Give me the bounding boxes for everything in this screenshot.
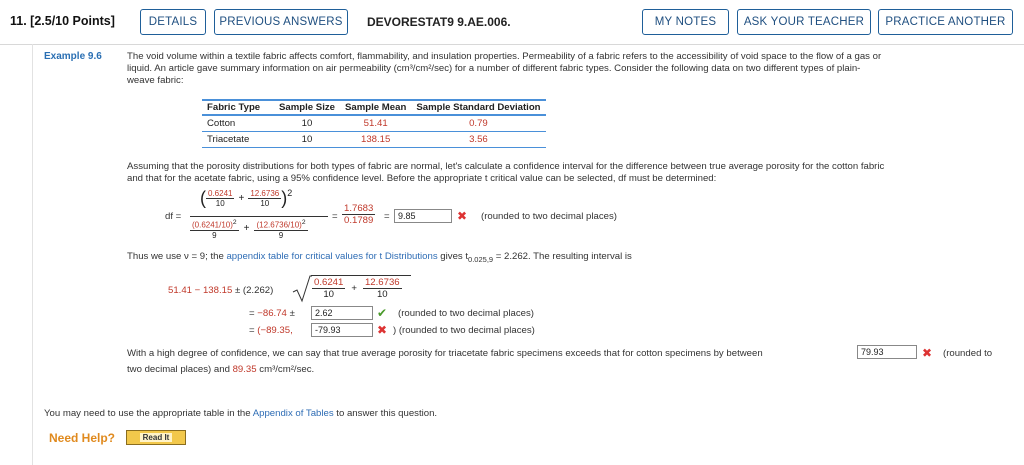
denominator: 10 (376, 289, 388, 300)
t-critical: (2.262) (242, 285, 274, 296)
numerator: 12.6736 (364, 277, 400, 288)
appendix-link[interactable]: Appendix of Tables (252, 408, 334, 419)
table-cell: Cotton (202, 115, 274, 132)
equals-sign: = (384, 211, 390, 222)
numerator (190, 219, 239, 231)
rounding-note: (rounded to two decimal places) (398, 308, 534, 319)
intro-line: The void volume within a textile fabric affects comfort, flammability, and insulation properties. Permeability of a fabric refers to the accessibility of void space to the flow of a gas or (127, 51, 882, 62)
column-header: Fabric Type (202, 100, 274, 115)
conclusion-units: cm³/cm²/sec. (256, 364, 315, 375)
conclusion-answer-input[interactable]: 79.93 (857, 345, 917, 359)
thus-suffix: gives t (437, 251, 469, 262)
numerator: 12.6736 (250, 189, 280, 198)
rounding-note: ) (rounded to two decimal places) (393, 325, 535, 336)
plus-minus: ± (234, 285, 241, 296)
correct-check-icon: ✔ (377, 306, 388, 320)
interval-line-1 (249, 308, 295, 319)
my-notes-button[interactable]: MY NOTES (642, 9, 729, 35)
course-code: DEVORESTAT9 9.AE.006. (367, 15, 511, 29)
interval-line-2 (249, 325, 293, 336)
exponent: 2 (301, 219, 306, 226)
table-cell: 3.56 (411, 132, 545, 148)
thus-result: = 2.262. The resulting interval is (493, 251, 632, 262)
conclusion-prefix: two decimal places) and (127, 364, 233, 375)
fraction (342, 203, 375, 226)
numerator: 0.6241 (314, 277, 344, 288)
mean-difference: 51.41 − 138.15 (168, 285, 233, 296)
df-fraction-bar (190, 216, 328, 217)
numerator (254, 219, 307, 231)
question-number: 11. [2.5/10 Points] (10, 14, 115, 28)
conclusion-value: 89.35 (232, 364, 257, 375)
rounding-note: (rounded to two decimal places) (481, 211, 617, 222)
df-answer-input[interactable]: 9.85 (394, 209, 452, 223)
denominator: 9 (278, 230, 284, 240)
sqrt-bar (311, 275, 411, 276)
fraction (363, 277, 402, 300)
plus-minus: ± (286, 308, 295, 319)
example-intro (127, 51, 1007, 87)
fraction (254, 219, 307, 240)
df-label: df = (165, 211, 182, 222)
table-cell: 10 (274, 132, 340, 148)
interval-expression (168, 285, 273, 296)
df-denominator (190, 219, 308, 240)
table-row (202, 115, 546, 132)
df-numerator: ( $\frac{0.6241}{10}$ + $\frac{12.6736}{10}$ ) 2 (200, 188, 293, 208)
exponent: 2 (287, 188, 293, 198)
t-distribution-table-link[interactable]: appendix table for critical values for t Distributions (226, 251, 438, 262)
fraction (312, 277, 345, 300)
df-result-fraction (342, 203, 375, 226)
intro-line: weave fabric: (127, 75, 184, 86)
rounding-note: (rounded to (943, 348, 993, 359)
numerator: 0.6241 (208, 189, 233, 198)
column-header: Sample Mean (340, 100, 411, 115)
assumption-text (127, 161, 1017, 185)
equals-sign: = (332, 211, 338, 222)
plus-sign: + (238, 193, 245, 204)
exponent: 2 (232, 219, 237, 226)
denominator: 0.1789 (344, 215, 374, 226)
sqrt-icon (292, 275, 312, 303)
thus-prefix: Thus we use ν = 9; the (127, 251, 227, 262)
assumption-line: and that for the acetate fabric, using a 95% confidence level. Before the appropriate t critical value can be selected, df must be determined: (127, 173, 717, 184)
ask-teacher-button[interactable]: ASK YOUR TEACHER (737, 9, 871, 35)
equals-sign: = (249, 325, 258, 336)
read-it-label: Read It (140, 433, 173, 442)
term: (12.6736/10) (256, 220, 302, 230)
details-button[interactable]: DETAILS (140, 9, 206, 35)
appendix-prefix: You may need to use the appropriate table in the (44, 408, 253, 419)
point-estimate: −86.74 (257, 308, 287, 319)
practice-another-button[interactable]: PRACTICE ANOTHER (878, 9, 1013, 35)
table-header-row (202, 100, 546, 115)
table-cell: 10 (274, 115, 340, 132)
conclusion-line: With a high degree of confidence, we can say that true average porosity for triacetate fabric specimens exceeds that for cotton specimens by between (127, 348, 763, 359)
intro-line: liquid. An article gave summary information on air permeability (cm³/cm²/sec) for a number of different fabric types. Consider the following data on two different types of plain- (127, 63, 861, 74)
fraction (206, 189, 234, 208)
incorrect-icon: ✖ (922, 346, 933, 360)
appendix-note (44, 408, 437, 420)
incorrect-icon: ✖ (457, 209, 468, 223)
lower-bound: (−89.35, (257, 325, 293, 336)
table-cell: 0.79 (411, 115, 545, 132)
denominator: 10 (260, 199, 270, 208)
sqrt-content (312, 277, 402, 300)
t-subscript: 0.025,9 (468, 254, 494, 264)
column-header: Sample Size (274, 100, 340, 115)
assumption-line: Assuming that the porosity distributions for both types of fabric are normal, let's calculate a confidence interval for the difference between true average porosity for the cotton fabric (127, 161, 885, 172)
table-cell: 51.41 (340, 115, 411, 132)
appendix-suffix: to answer this question. (333, 408, 438, 419)
fraction (248, 189, 281, 208)
denominator: 10 (323, 289, 334, 300)
incorrect-icon: ✖ (377, 323, 388, 337)
denominator: 9 (212, 230, 217, 240)
sqrt-symbol (292, 275, 312, 308)
numerator: 1.7683 (344, 203, 374, 214)
term: (0.6241/10) (192, 220, 233, 230)
upper-bound-input[interactable]: -79.93 (311, 323, 373, 337)
table-cell: 138.15 (340, 132, 411, 148)
margin-answer-input[interactable]: 2.62 (311, 306, 373, 320)
conclusion-line-2 (127, 364, 314, 376)
fraction (190, 219, 239, 240)
equals-sign: = (249, 308, 258, 319)
plus-sign: + (351, 283, 357, 294)
table-cell: Triacetate (202, 132, 274, 148)
table-row (202, 132, 546, 148)
plus-sign: + (243, 223, 250, 234)
content-divider (32, 44, 33, 465)
read-it-button[interactable] (126, 430, 186, 445)
column-header: Sample Standard Deviation (411, 100, 545, 115)
example-label: Example 9.6 (44, 51, 102, 62)
previous-answers-button[interactable]: PREVIOUS ANSWERS (214, 9, 348, 35)
denominator: 10 (215, 199, 225, 208)
fabric-data-table (202, 99, 546, 148)
thus-text (127, 251, 632, 266)
need-help-label: Need Help? (49, 431, 116, 445)
